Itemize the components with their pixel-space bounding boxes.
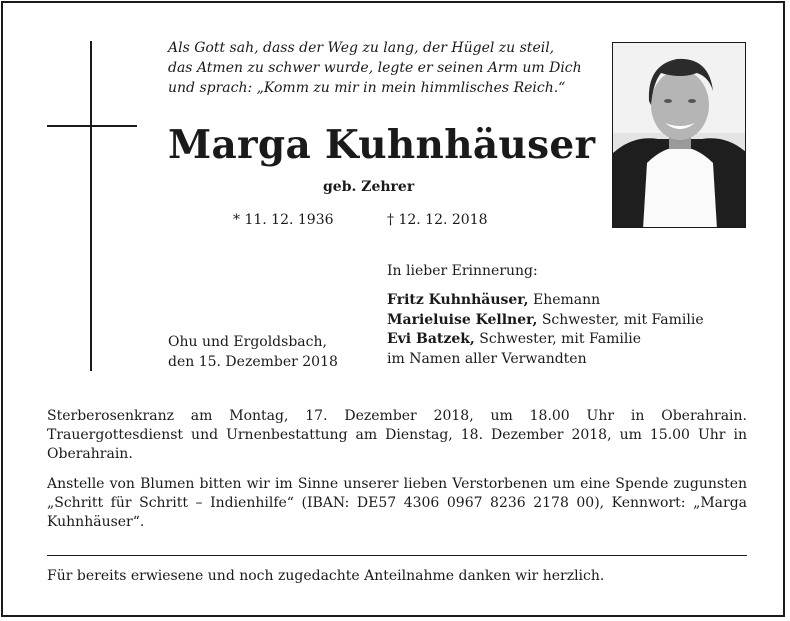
place-line: Ohu und Ergoldsbach, — [168, 334, 327, 350]
mourner-name: Fritz Kuhnhäuser, — [387, 292, 529, 308]
mourner-name: Evi Batzek, — [387, 331, 475, 347]
death-date: † 12. 12. 2018 — [387, 212, 488, 228]
mourner-entry — [387, 311, 704, 331]
mourner-relation: Ehemann — [528, 292, 601, 308]
mourner-entry — [387, 330, 704, 350]
memorial-poem — [168, 38, 608, 98]
cross-vertical-bar — [90, 41, 92, 371]
thanks-line: Für bereits erwiesene und noch zugedachte Anteilnahme danken wir herzlich. — [47, 568, 605, 584]
mourner-relation: im Namen aller Verwandten — [387, 350, 587, 367]
place-and-date — [168, 333, 338, 372]
memory-line: In lieber Erinnerung: — [387, 263, 538, 279]
divider-line — [47, 555, 747, 556]
mourner-entry — [387, 291, 704, 311]
birth-date: * 11. 12. 1936 — [233, 212, 334, 228]
date-line: den 15. Dezember 2018 — [168, 353, 338, 370]
donation-paragraph: Anstelle von Blumen bitten wir im Sinne unserer lieben Verstorbenen um eine Spende zugunsten „Schritt für Schritt – Indienhilfe“ (IBAN: DE57 4306 0967 8236 2178 00), Kennwort: „Marga Kuhnhäuser“. — [47, 476, 747, 530]
mourner-relation: Schwester, mit Familie — [474, 331, 642, 347]
mourner-entry — [387, 350, 704, 370]
birth-name: geb. Zehrer — [323, 179, 415, 195]
obituary-card — [1, 1, 785, 617]
mourners-list — [387, 291, 704, 369]
poem-line: Als Gott sah, dass der Weg zu lang, der Hügel zu steil, — [168, 40, 555, 56]
service-info-paragraph: Sterberosenkranz am Montag, 17. Dezember 2018, um 18.00 Uhr in Oberahrain. Trauergottesdienst und Urnenbestattung am Dienstag, 18. Dezember 2018, um 15.00 Uhr in Oberahrain. — [47, 408, 747, 462]
poem-line: und sprach: „Komm zu mir in mein himmlisches Reich.“ — [168, 80, 566, 96]
mourner-name: Marieluise Kellner, — [387, 311, 538, 328]
portrait-image — [613, 43, 746, 228]
portrait-photo — [612, 42, 746, 228]
cross-horizontal-bar — [47, 125, 137, 127]
poem-line: das Atmen zu schwer wurde, legte er seinen Arm um Dich — [168, 60, 582, 76]
deceased-name: Marga Kuhnhäuser — [168, 122, 596, 168]
mourner-relation: Schwester, mit Familie — [537, 311, 704, 328]
